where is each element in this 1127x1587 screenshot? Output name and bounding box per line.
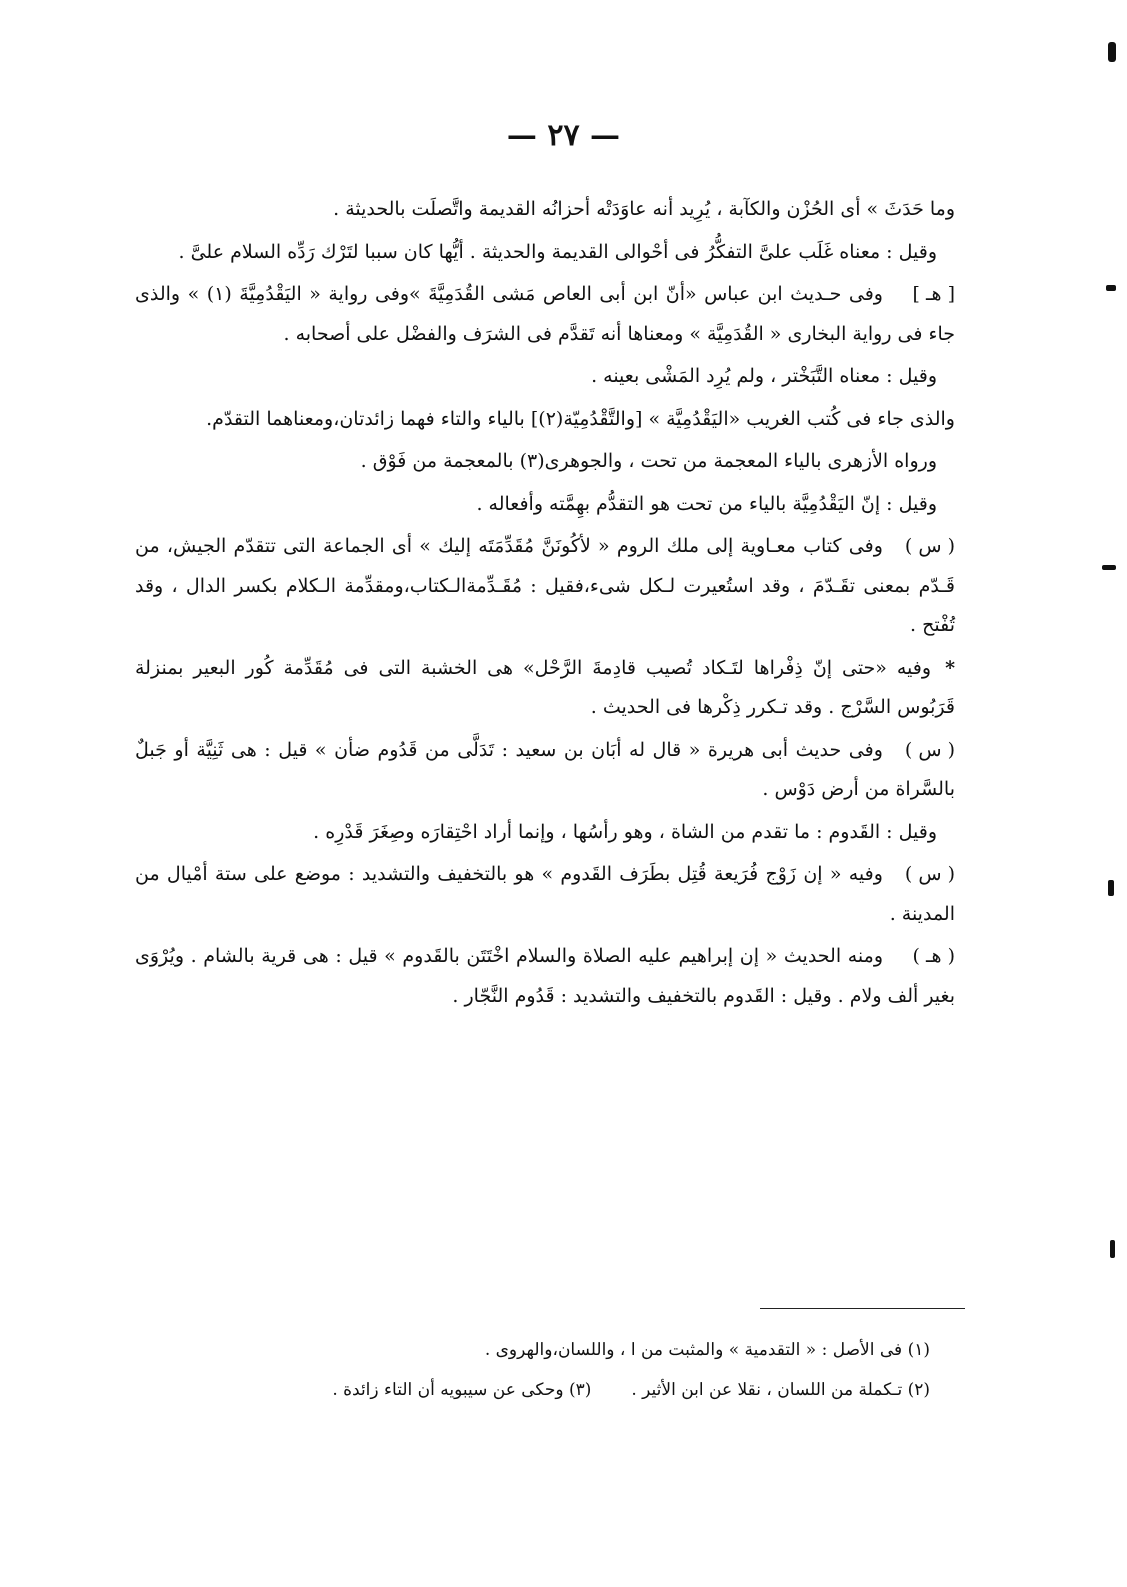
paragraph [135, 855, 955, 934]
paragraph [135, 527, 955, 646]
footnotes [135, 1330, 930, 1410]
footnote-divider [760, 1308, 965, 1309]
page-number: — ٢٧ — [506, 118, 621, 153]
paragraph-text: وما حَدَثَ » أى الحُزْن والكآبة ، يُرِيد أنه عاوَدَتْه أحزانُه القديمة واتَّصلَت بالحديثة . [333, 198, 955, 220]
paragraph-text: ورواه الأزهرى بالياء المعجمة من تحت ، والجوهرى(٣) بالمعجمة من فَوْق . [360, 450, 937, 472]
scan-edge-mark [1106, 285, 1116, 291]
paragraph [135, 442, 955, 482]
paragraph [135, 275, 955, 354]
paragraph [135, 937, 955, 1016]
footnote: (١) فى الأصل : « التقدمية » والمثبت من ا ، واللسان،والهروى . [484, 1340, 930, 1360]
footnote: (٢) تـكملة من اللسان ، نقلا عن ابن الأثير . [631, 1380, 930, 1400]
source-tag: ( س ) [904, 535, 955, 557]
paragraph [135, 485, 955, 525]
paragraph-text: وفيه «حتى إنّ ذِفْراها لتَـكاد تُصيب قادِمةَ الرَّحْل» هى الخشبة التى فى مُقَدِّمة كُور البعير بمنزلة قَرَبُوس السَّرْج . وقد تـكرر ذِكْرها فى الحديث . [135, 656, 955, 718]
paragraph-text: وفيه « إن زَوْج فُرَيعة قُتِل بطَرَف القَدوم » هو بالتخفيف والتشديد : موضع على ستة أمْيال من المدينة . [135, 863, 955, 925]
paragraph [135, 357, 955, 397]
paragraph [135, 400, 955, 440]
footnote-row [135, 1370, 930, 1410]
scan-edge-mark [1108, 42, 1116, 62]
main-text [135, 190, 955, 1019]
paragraph-text: وفى حديث أبى هريرة « قال له أبَان بن سعيد : تَدَلَّى من قَدُوم ضأن » قيل : هى ثَنِيَّة أو جَبلٌ بالسَّراة من أرض دَوْس . [135, 738, 955, 800]
paragraph-text: وفى كتاب معـاوية إلى ملك الروم « لأكُونَنَّ مُقَدِّمَتَه إليك » أى الجماعة التى تتقدّم الجيش، من قَـدّم بمعنى تقَـدّمَ ، وقد استُعيرت لـكل شىء،فقيل : مُقَـدِّمةالـكتاب،ومقدِّمة الـكلام بكسر الدال ، وقد تُفْتح . [135, 535, 955, 636]
paragraph [135, 190, 955, 230]
scan-edge-mark [1102, 565, 1116, 570]
footnote-row [135, 1330, 930, 1370]
scan-edge-mark [1108, 880, 1114, 896]
source-tag: [ هـ ] [912, 283, 955, 305]
source-tag: ( س ) [904, 738, 955, 761]
scan-edge-mark [1110, 1240, 1115, 1258]
asterisk-marker: * [945, 656, 955, 679]
paragraph-text: وفى حـديث ابن عباس «أنّ ابن أبى العاص مَشى القُدَمِيَّةَ »وفى رواية « اليَقْدُمِيَّةَ (١) » والذى جاء فى رواية البخارى « القُدَمِيَّة » ومعناها أنه تَقدَّم فى الشرَف والفضْل على أصحابه . [135, 283, 955, 345]
paragraph-text: وقيل : معناه التَّبَخْتر ، ولم يُرِد المَشْى بعينه . [591, 365, 937, 387]
paragraph [135, 813, 955, 853]
paragraph [135, 649, 955, 728]
footnote: (٣) وحكى عن سيبويه أن التاء زائدة . [332, 1380, 592, 1400]
source-tag: ( هـ ) [912, 945, 955, 967]
paragraph-text: والذى جاء فى كُتب الغريب «اليَقْدُمِيَّة » [والتَّقْدُمِيّة(٢)] بالياء والتاء فهما زائدتان،ومعناهما التقدّم. [206, 407, 955, 430]
paragraph-text: وقيل : معناه غَلَب علىَّ التفكُّرُ فى أحْوالى القديمة والحديثة . أيُّها كان سببا لتَرْك رَدِّه السلام علىَّ . [178, 240, 937, 263]
paragraph [135, 731, 955, 810]
paragraph [135, 233, 955, 273]
paragraph-text: وقيل : إنّ اليَقْدُمِيَّة بالياء من تحت هو التقدُّم بهِمَّته وأفعاله . [476, 492, 937, 515]
paragraph-text: ومنه الحديث « إن إبراهيم عليه الصلاة والسلام اخْتَتَن بالقَدوم » قيل : هى قرية بالشام . ويُرْوَى بغير ألف ولام . وقيل : القَدوم بالتخفيف والتشديد : قَدُوم النَّجّار . [135, 945, 955, 1007]
paragraph-text: وقيل : القَدوم : ما تقدم من الشاة ، وهو رأسُها ، وإنما أراد احْتِقارَه وصِغَرَ قَدْرِه . [313, 820, 937, 843]
source-tag: ( س ) [904, 863, 955, 885]
